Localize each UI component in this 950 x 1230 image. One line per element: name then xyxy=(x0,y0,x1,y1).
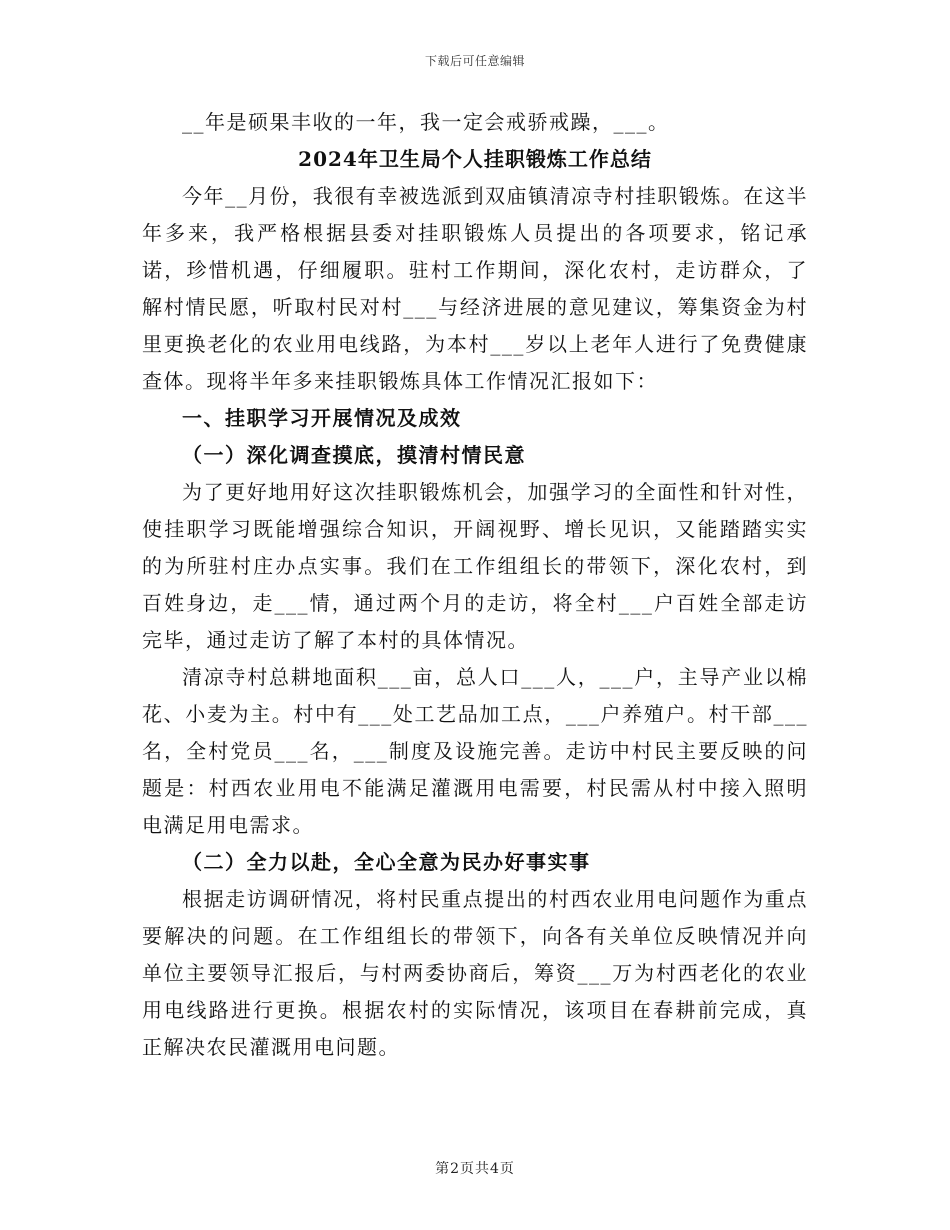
subsection2-paragraph1: 根据走访调研情况，将村民重点提出的村西农业用电问题作为重点要解决的问题。在工作组组长的带领下，向各有关单位反映情况并向单位主要领导汇报后，与村两委协商后，筹资___万为村西老化的农业用电线路进行更换。根据农村的实际情况，该项目在春耕前完成，真正解决农民灌溉用电问题。 xyxy=(142,887,808,1059)
page-header: 下载后可任意编辑 xyxy=(424,54,525,68)
opening-line: __年是硕果丰收的一年，我一定会戒骄戒躁，___。 xyxy=(182,110,670,134)
subsection2-heading: （二）全力以赴，全心全意为民办好事实事 xyxy=(182,850,591,874)
section1-heading: 一、挂职学习开展情况及成效 xyxy=(182,406,462,430)
document-title: 2024年卫生局个人挂职锻炼工作总结 xyxy=(298,147,652,171)
page-footer: 第2页共4页 xyxy=(435,1161,515,1177)
subsection1-paragraph1: 为了更好地用好这次挂职锻炼机会，加强学习的全面性和针对性，使挂职学习既能增强综合知识，开阔视野、增长见识，又能踏踏实实的为所驻村庄办点实事。我们在工作组组长的带领下，深化农村，到百姓身边，走___情，通过两个月的走访，将全村___户百姓全部走访完毕，通过走访了解了本村的具体情况。 xyxy=(142,480,808,652)
subsection1-paragraph2: 清凉寺村总耕地面积___亩，总人口___人，___户，主导产业以棉花、小麦为主。村中有___处工艺品加工点，___户养殖户。村干部___名，全村党员___名，___制度及设施完善。走访中村民主要反映的问题是：村西农业用电不能满足灌溉用电需要，村民需从村中接入照明电满足用电需求。 xyxy=(142,665,808,837)
intro-paragraph: 今年__月份，我很有幸被选派到双庙镇清凉寺村挂职锻炼。在这半年多来，我严格根据县委对挂职锻炼人员提出的各项要求，铭记承诺，珍惜机遇，仔细履职。驻村工作期间，深化农村，走访群众，了解村情民愿，听取村民对村___与经济进展的意见建议，筹集资金为村里更换老化的农业用电线路，为本村___岁以上老年人进行了免费健康查体。现将半年多来挂职锻炼具体工作情况汇报如下： xyxy=(142,184,808,393)
document-body xyxy=(142,104,808,1066)
subsection1-heading: （一）深化调查摸底，摸清村情民意 xyxy=(182,443,526,467)
